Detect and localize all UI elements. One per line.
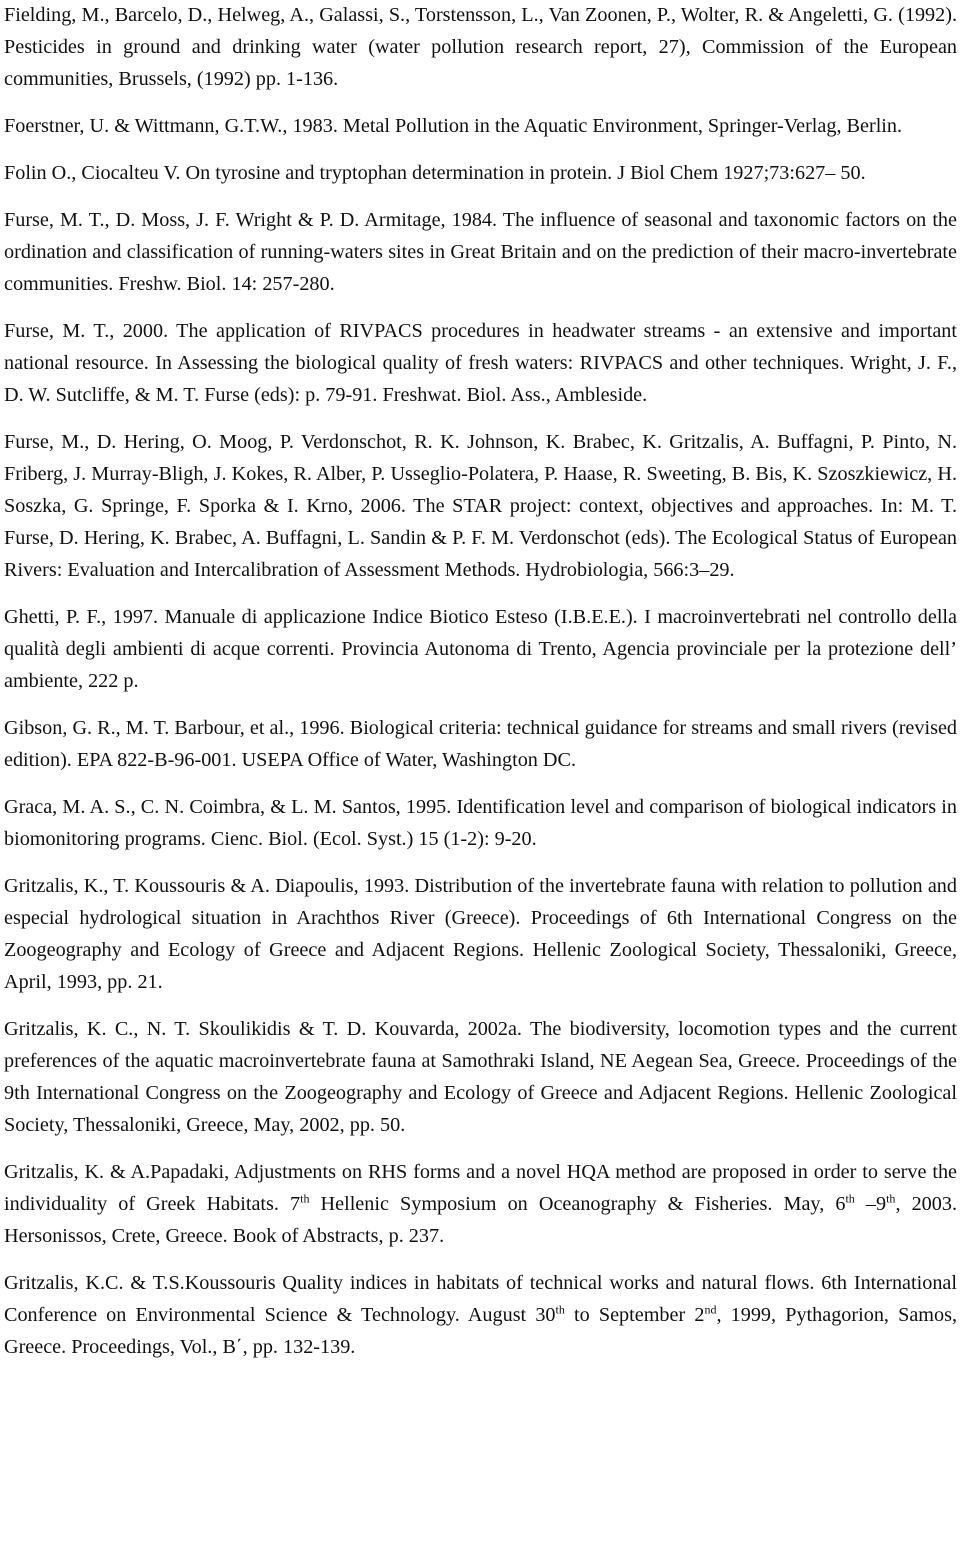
reference-gritzalis-papadaki [4, 1156, 957, 1252]
ref-text: –9 [854, 1193, 887, 1215]
superscript: th [886, 1191, 896, 1206]
reference-fielding: Fielding, M., Barcelo, D., Helweg, A., Galassi, S., Torstensson, L., Van Zoonen, P., Wolter, R. & Angeletti, G. (1992). Pesticides in ground and drinking water (water pollution research report, 27), Commission of the European communities, Brussels, (1992) pp. 1-136. [4, 4, 957, 90]
reference-ghetti: Ghetti, P. F., 1997. Manuale di applicazione Indice Biotico Esteso (I.B.E.E.). I macroinvertebrati nel controllo della qualità degli ambienti di acque correnti. Provincia Autonoma di Trento, Agencia provinciale per la protezione dell’ ambiente, 222 p. [4, 606, 957, 692]
reference-folin: Folin O., Ciocalteu V. On tyrosine and tryptophan determination in protein. J Biol Chem 1927;73:627– 50. [4, 162, 866, 184]
ref-text: Gritzalis, K. & A.Papadaki, Adjustments on RHS forms and a novel HQA method are proposed in order to serve the individuality of Greek Habitats. 7 [4, 1161, 957, 1215]
ref-text: , 2003. Hersonissos, Crete, Greece. Book of Abstracts, p. 237. [4, 1193, 958, 1247]
reference-furse-1984: Furse, M. T., D. Moss, J. F. Wright & P. D. Armitage, 1984. The influence of seasonal and taxonomic factors on the ordination and classification of running-waters sites in Great Britain and on the prediction of their macro-invertebrate communities. Freshw. Biol. 14: 257-280. [4, 209, 957, 295]
superscript: th [555, 1302, 565, 1317]
reference-gritzalis-2002: Gritzalis, K. C., N. T. Skoulikidis & T. D. Kouvarda, 2002a. The biodiversity, locomotion types and the current preferences of the aquatic macroinvertebrate fauna at Samothraki Island, NE Aegean Sea, Greece. Proceedings of the 9th International Congress on the Zoogeography and Ecology of Greece and Adjacent Regions. Hellenic Zoological Society, Thessaloniki, Greece, May, 2002, pp. 50. [4, 1018, 957, 1136]
reference-furse-2000: Furse, M. T., 2000. The application of RIVPACS procedures in headwater streams - an extensive and important national resource. In Assessing the biological quality of fresh waters: RIVPACS and other techniques. Wright, J. F., D. W. Sutcliffe, & M. T. Furse (eds): p. 79-91. Freshwat. Biol. Ass., Ambleside. [4, 320, 957, 406]
ref-text: Gritzalis, K.C. & T.S.Koussouris Quality indices in habitats of technical works and natural flows. 6th International Conference on Environmental Science & Technology. August 30 [4, 1272, 957, 1326]
reference-gritzalis-koussouris [4, 1267, 957, 1363]
ref-text: Hellenic Symposium on Oceanography & Fisheries. May, 6 [309, 1193, 846, 1215]
reference-gibson: Gibson, G. R., M. T. Barbour, et al., 1996. Biological criteria: technical guidance for streams and small rivers (revised edition). EPA 822-B-96-001. USEPA Office of Water, Washington DC. [4, 717, 957, 771]
ref-text: to September 2 [564, 1304, 705, 1326]
reference-gritzalis-1993: Gritzalis, K., T. Koussouris & A. Diapoulis, 1993. Distribution of the invertebrate fauna with relation to pollution and especial hydrological situation in Arachthos River (Greece). Proceedings of 6th International Congress on the Zoogeography and Ecology of Greece and Adjacent Regions. Hellenic Zoological Society, Thessaloniki, Greece, April, 1993, pp. 21. [4, 875, 957, 993]
reference-foerstner: Foerstner, U. & Wittmann, G.T.W., 1983. Metal Pollution in the Aquatic Environment, Springer-Verlag, Berlin. [4, 115, 903, 137]
superscript: th [300, 1191, 310, 1206]
superscript: nd [704, 1302, 717, 1317]
references-page [4, 0, 957, 1378]
superscript: th [845, 1191, 855, 1206]
ref-text: , 1999, Pythagorion, Samos, Greece. Proceedings, Vol., B΄, pp. 132-139. [4, 1304, 958, 1358]
reference-graca: Graca, M. A. S., C. N. Coimbra, & L. M. Santos, 1995. Identification level and comparison of biological indicators in biomonitoring programs. Cienc. Biol. (Ecol. Syst.) 15 (1-2): 9-20. [4, 796, 957, 850]
reference-furse-2006: Furse, M., D. Hering, O. Moog, P. Verdonschot, R. K. Johnson, K. Brabec, K. Gritzalis, A. Buffagni, P. Pinto, N. Friberg, J. Murray-Bligh, J. Kokes, R. Alber, P. Usseglio-Polatera, P. Haase, R. Sweeting, B. Bis, K. Szoszkiewicz, H. Soszka, G. Springe, F. Sporka & I. Krno, 2006. The STAR project: context, objectives and approaches. In: M. T. Furse, D. Hering, K. Brabec, A. Buffagni, L. Sandin & P. F. M. Verdonschot (eds). The Ecological Status of European Rivers: Evaluation and Intercalibration of Assessment Methods. Hydrobiologia, 566:3–29. [4, 431, 957, 581]
